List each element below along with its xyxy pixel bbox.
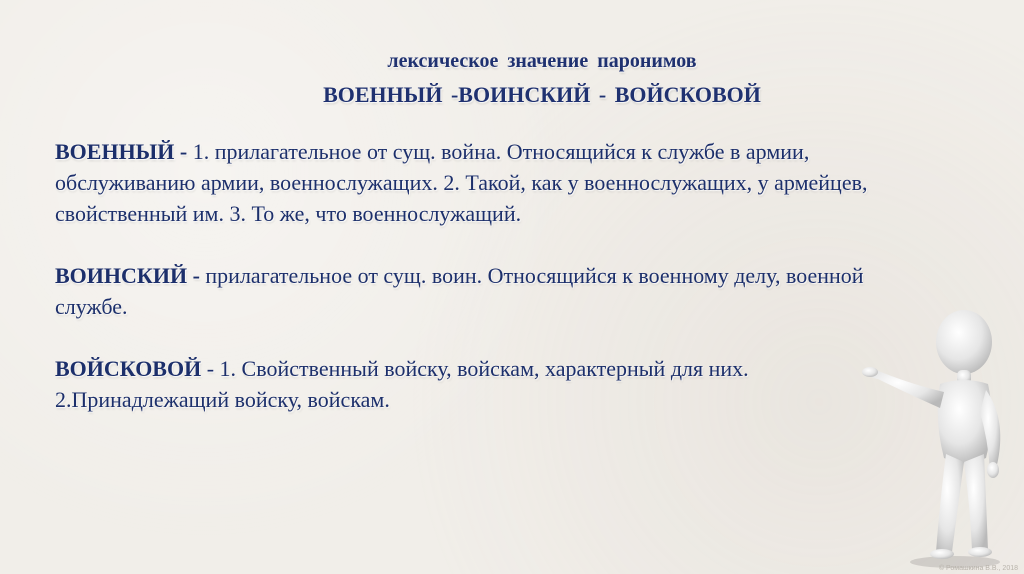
- definition-voinsky: [55, 260, 875, 322]
- definition-text: 1. прилагательное от сущ. война. Относящийся к службе в армии, обслуживанию армии, военнослужащих. 2. Такой, как у военнослужащих, у армейцев, свойственный им. 3. То же, что военнослужащий.: [55, 139, 868, 226]
- definition-term: ВОЙСКОВОЙ: [55, 356, 202, 381]
- pointing-3d-man-icon: [860, 300, 1020, 570]
- definitions-list: [55, 136, 875, 446]
- copyright-text: © Ромашкина В.В., 2018: [938, 565, 1018, 572]
- title-line-2: ВОЕННЫЙ -ВОИНСКИЙ - ВОЙСКОВОЙ: [323, 82, 761, 107]
- title-line-1: лексическое значение паронимов: [387, 50, 697, 72]
- definition-term: ВОЕННЫЙ -: [55, 139, 193, 164]
- definition-voyskovoy: [55, 353, 875, 415]
- definition-term: ВОИНСКИЙ -: [55, 263, 206, 288]
- definition-voenny: [55, 136, 875, 229]
- definition-text: - 1. Свойственный войску, войскам, характерный для них. 2.Принадлежащий войску, войскам.: [55, 356, 749, 412]
- definition-text: прилагательное от сущ. воин. Относящийся к военному делу, военной службе.: [55, 263, 864, 319]
